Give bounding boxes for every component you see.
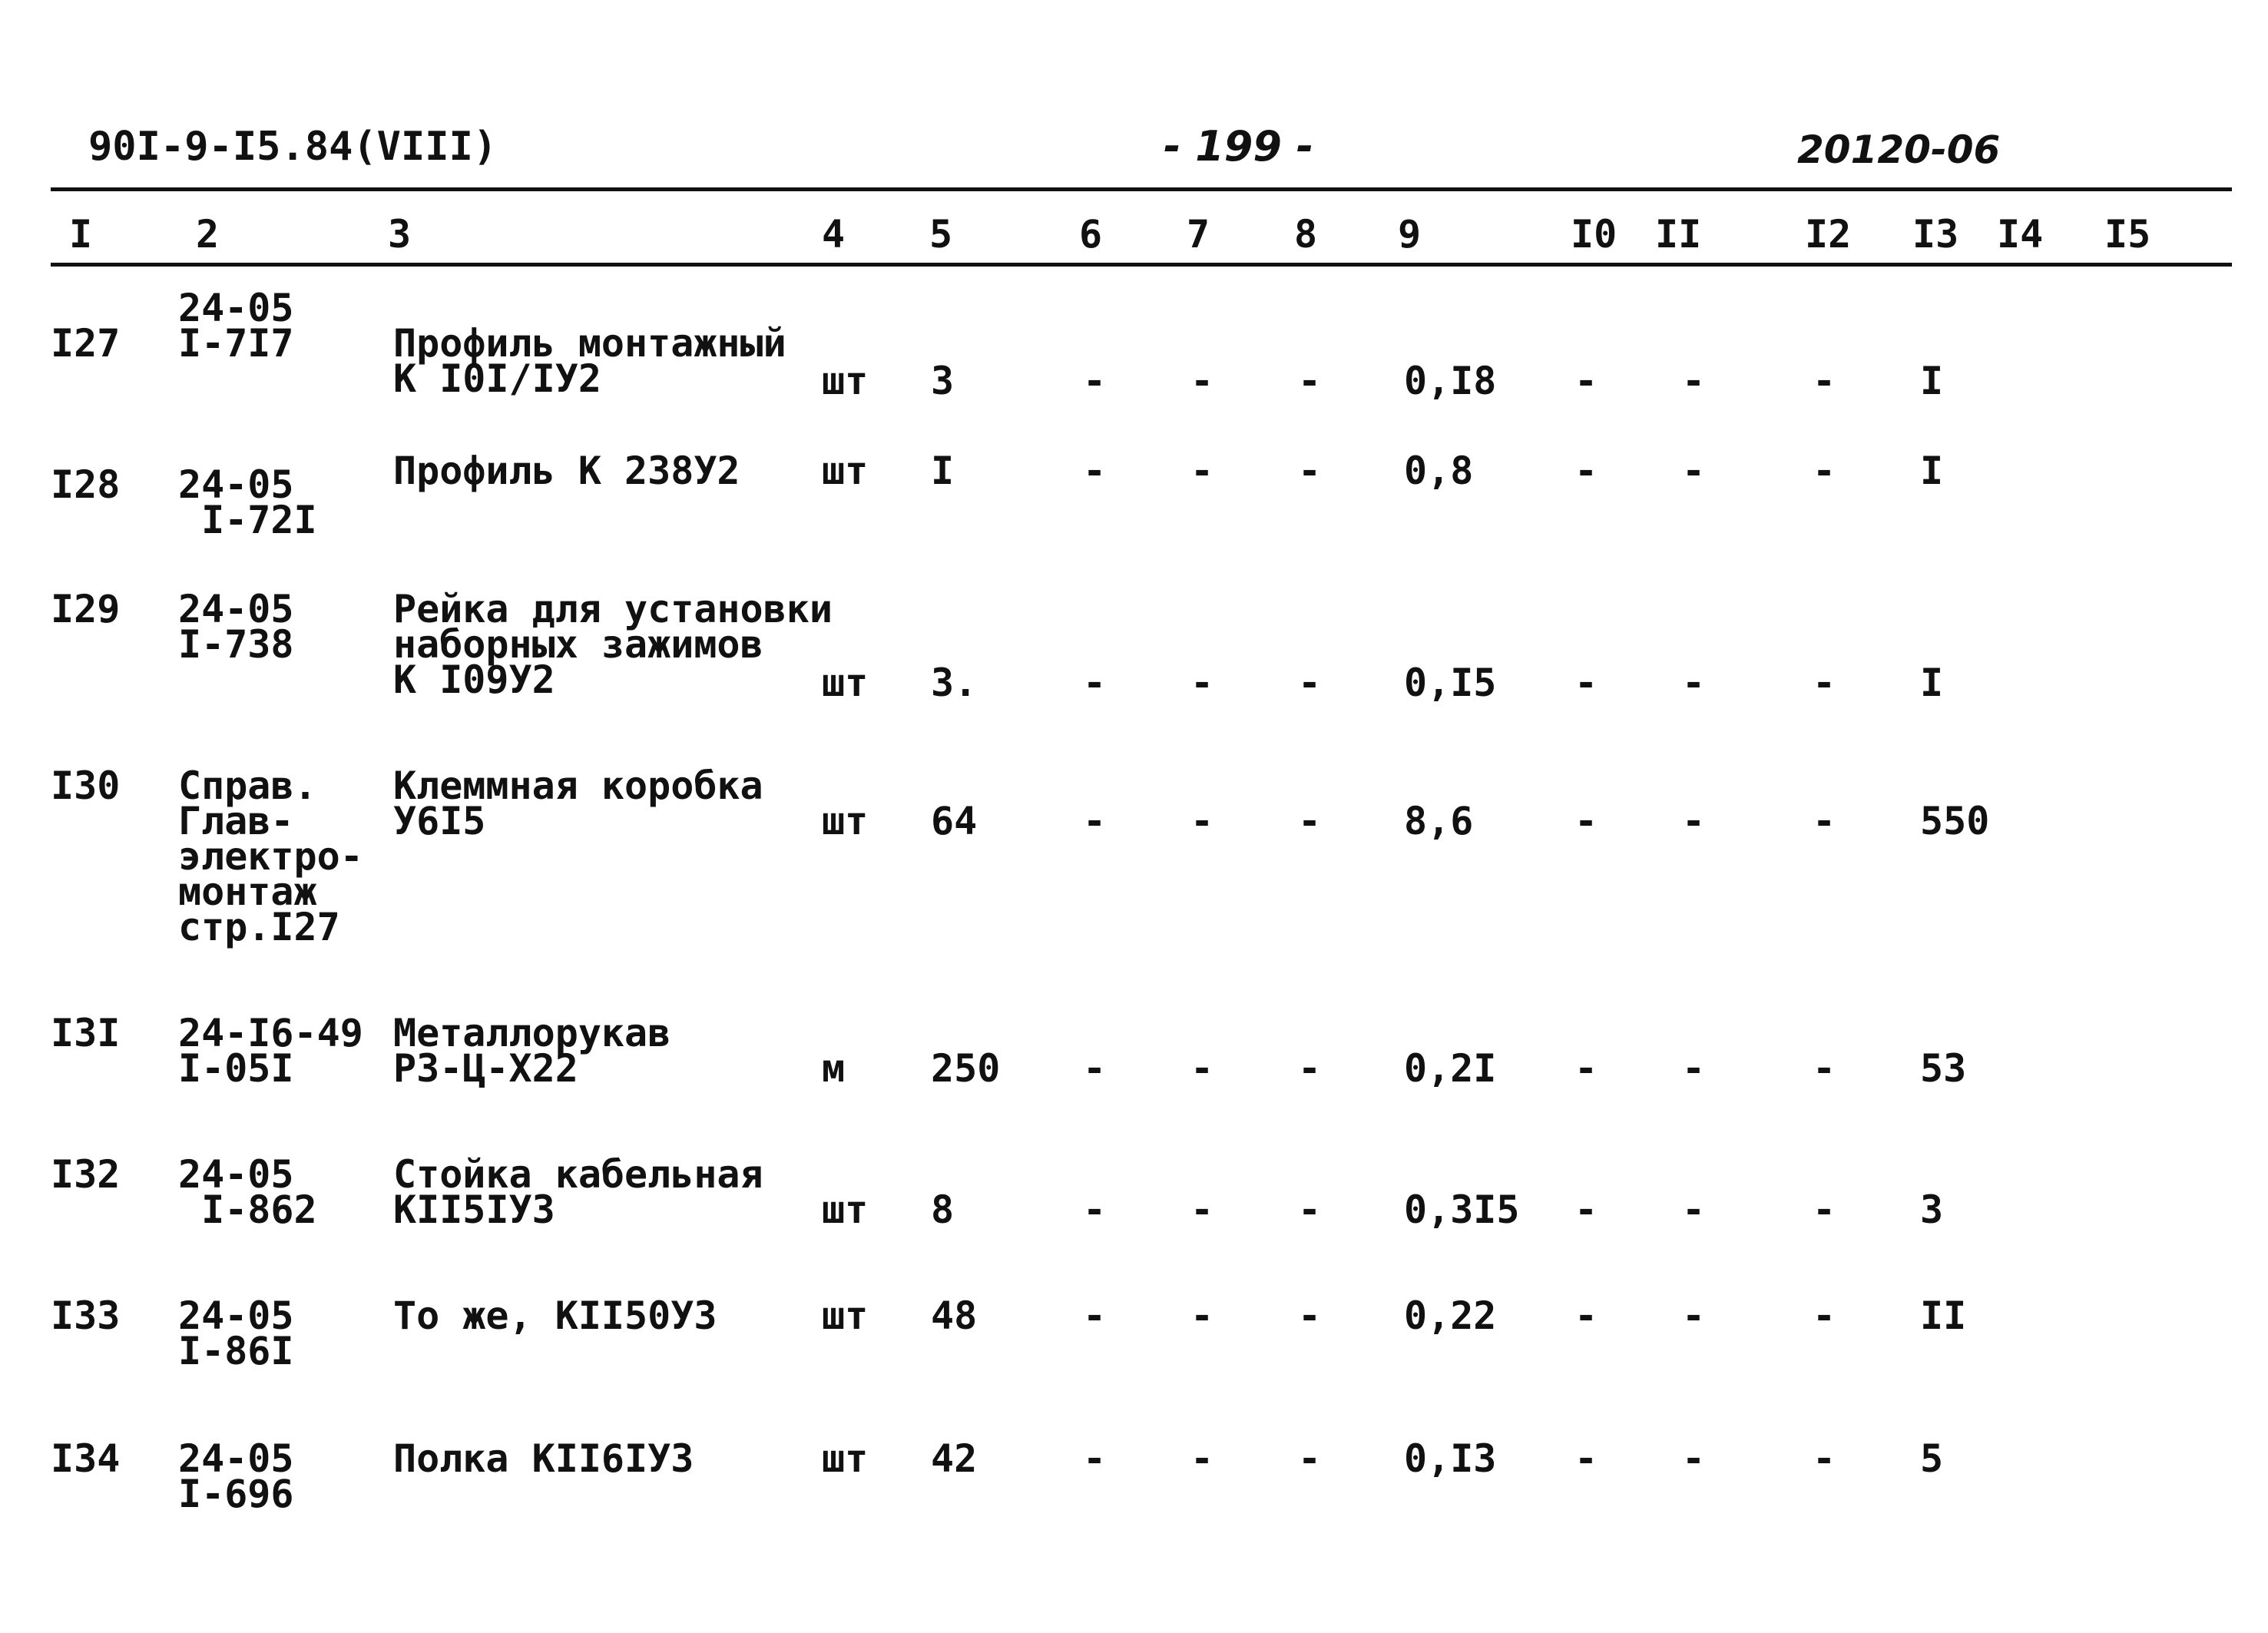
row-cell-c11: - [1682, 1293, 1706, 1338]
row-code: 24-05 I-86I [178, 1293, 294, 1373]
row-cell-unit: шт [822, 449, 869, 493]
column-header-12: I2 [1805, 212, 1852, 257]
row-cell-c6: - [1083, 1436, 1107, 1481]
row-cell-c12: - [1813, 799, 1836, 843]
header-top-rule [51, 187, 2232, 191]
row-cell-c13: I [1920, 661, 1944, 705]
row-cell-c12: - [1813, 449, 1836, 493]
row-cell-c6: - [1083, 359, 1107, 403]
row-name: То же, КII50У3 [393, 1293, 717, 1338]
column-header-13: I3 [1912, 212, 1959, 257]
row-cell-c6: - [1083, 449, 1107, 493]
row-cell-c7: - [1190, 1046, 1214, 1091]
row-cell-c12: - [1813, 359, 1836, 403]
column-header-8: 8 [1294, 212, 1318, 257]
row-cell-c13: 3 [1920, 1187, 1944, 1232]
column-header-5: 5 [929, 212, 953, 257]
row-cell-c8: - [1298, 1436, 1322, 1481]
row-cell-c10: - [1574, 799, 1598, 843]
row-cell-c8: - [1298, 1187, 1322, 1232]
row-cell-c12: - [1813, 1046, 1836, 1091]
row-cell-c6: - [1083, 1293, 1107, 1338]
row-number: I33 [51, 1293, 121, 1338]
row-name: Рейка для установки наборных зажимов К I09У2 [393, 587, 833, 702]
row-code: 24-05 I-738 [178, 587, 294, 667]
row-code: 24-05 I-7I7 [178, 286, 294, 366]
row-cell-unit: шт [822, 359, 869, 403]
row-cell-qty: 8 [931, 1187, 955, 1232]
row-cell-qty: 64 [931, 799, 978, 843]
row-cell-qty: 3 [931, 359, 955, 403]
row-cell-unit: шт [822, 1436, 869, 1481]
row-code: 24-05 I-696 [178, 1436, 294, 1516]
row-cell-c7: - [1190, 1436, 1214, 1481]
row-cell-unit: шт [822, 661, 869, 705]
row-number: I32 [51, 1152, 121, 1197]
row-cell-c13: 53 [1920, 1046, 1967, 1091]
column-header-15: I5 [2104, 212, 2151, 257]
column-header-4: 4 [822, 212, 846, 257]
row-cell-c10: - [1574, 661, 1598, 705]
row-cell-c10: - [1574, 1293, 1598, 1338]
row-cell-c8: - [1298, 661, 1322, 705]
row-cell-c8: - [1298, 1046, 1322, 1091]
row-code: 24-I6-49 I-05I [178, 1011, 363, 1091]
row-cell-c8: - [1298, 359, 1322, 403]
row-name: Клеммная коробка У6I5 [393, 764, 763, 843]
row-number: I30 [51, 764, 121, 808]
row-cell-unit: м [822, 1046, 846, 1091]
row-cell-c9: 0,2I [1404, 1046, 1497, 1091]
row-name: Стойка кабельная КII5IУ3 [393, 1152, 763, 1232]
column-header-10: I0 [1571, 212, 1617, 257]
column-header-2: 2 [196, 212, 220, 257]
row-cell-qty: 3. [931, 661, 978, 705]
row-cell-c13: I [1920, 449, 1944, 493]
row-cell-c11: - [1682, 661, 1706, 705]
row-cell-c7: - [1190, 359, 1214, 403]
row-cell-c7: - [1190, 1293, 1214, 1338]
row-cell-c13: 5 [1920, 1436, 1944, 1481]
row-cell-c11: - [1682, 1436, 1706, 1481]
row-cell-c9: 0,8 [1404, 449, 1474, 493]
row-cell-c9: 0,3I5 [1404, 1187, 1520, 1232]
row-cell-c7: - [1190, 449, 1214, 493]
row-number: I3I [51, 1011, 121, 1055]
column-header-7: 7 [1187, 212, 1210, 257]
header-bottom-rule [51, 263, 2232, 267]
drawing-number: 20120-06 [1797, 128, 2001, 172]
row-cell-qty: 42 [931, 1436, 978, 1481]
row-number: I29 [51, 587, 121, 631]
row-cell-c6: - [1083, 1187, 1107, 1232]
column-header-1: I [69, 212, 93, 257]
row-cell-qty: I [931, 449, 955, 493]
row-cell-c11: - [1682, 359, 1706, 403]
row-cell-c6: - [1083, 661, 1107, 705]
row-cell-c11: - [1682, 1187, 1706, 1232]
row-cell-c6: - [1083, 1046, 1107, 1091]
row-code: 24-05 I-72I [178, 462, 317, 542]
row-cell-c6: - [1083, 799, 1107, 843]
row-cell-c9: 0,I8 [1404, 359, 1497, 403]
row-cell-c7: - [1190, 799, 1214, 843]
row-cell-c8: - [1298, 1293, 1322, 1338]
row-cell-c8: - [1298, 449, 1322, 493]
row-cell-c12: - [1813, 661, 1836, 705]
row-name: Профиль монтажный К I0I/IУ2 [393, 321, 786, 401]
column-header-11: II [1655, 212, 1702, 257]
row-cell-c10: - [1574, 1046, 1598, 1091]
row-cell-c10: - [1574, 449, 1598, 493]
column-header-6: 6 [1079, 212, 1103, 257]
row-code: Справ. Глав- электро- монтаж стр.I27 [178, 764, 363, 949]
row-cell-c12: - [1813, 1436, 1836, 1481]
column-header-3: 3 [388, 212, 412, 257]
document-code: 90I-9-I5.84(VIII) [88, 124, 498, 170]
row-code: 24-05 I-862 [178, 1152, 317, 1232]
row-cell-c11: - [1682, 449, 1706, 493]
row-cell-c9: 0,I5 [1404, 661, 1497, 705]
row-cell-qty: 250 [931, 1046, 1001, 1091]
row-cell-c9: 8,6 [1404, 799, 1474, 843]
row-cell-c12: - [1813, 1293, 1836, 1338]
row-name: Полка КII6IУ3 [393, 1436, 694, 1481]
row-cell-c10: - [1574, 1436, 1598, 1481]
row-cell-c11: - [1682, 1046, 1706, 1091]
row-cell-c9: 0,22 [1404, 1293, 1497, 1338]
row-cell-unit: шт [822, 1187, 869, 1232]
row-cell-c8: - [1298, 799, 1322, 843]
row-cell-c13: 550 [1920, 799, 1990, 843]
row-cell-c7: - [1190, 1187, 1214, 1232]
row-name: Профиль К 238У2 [393, 449, 740, 493]
column-header-14: I4 [1997, 212, 2044, 257]
row-name: Металлорукав Р3-Ц-Х22 [393, 1011, 671, 1091]
row-number: I27 [51, 321, 121, 366]
row-cell-c13: I [1920, 359, 1944, 403]
row-cell-c11: - [1682, 799, 1706, 843]
row-cell-qty: 48 [931, 1293, 978, 1338]
row-number: I34 [51, 1436, 121, 1481]
row-cell-unit: шт [822, 1293, 869, 1338]
row-cell-c10: - [1574, 359, 1598, 403]
row-cell-c13: II [1920, 1293, 1967, 1338]
column-header-9: 9 [1398, 212, 1422, 257]
row-cell-unit: шт [822, 799, 869, 843]
row-cell-c10: - [1574, 1187, 1598, 1232]
row-cell-c7: - [1190, 661, 1214, 705]
row-cell-c9: 0,I3 [1404, 1436, 1497, 1481]
row-number: I28 [51, 462, 121, 507]
page-number: - 199 - [1164, 122, 1314, 171]
row-cell-c12: - [1813, 1187, 1836, 1232]
